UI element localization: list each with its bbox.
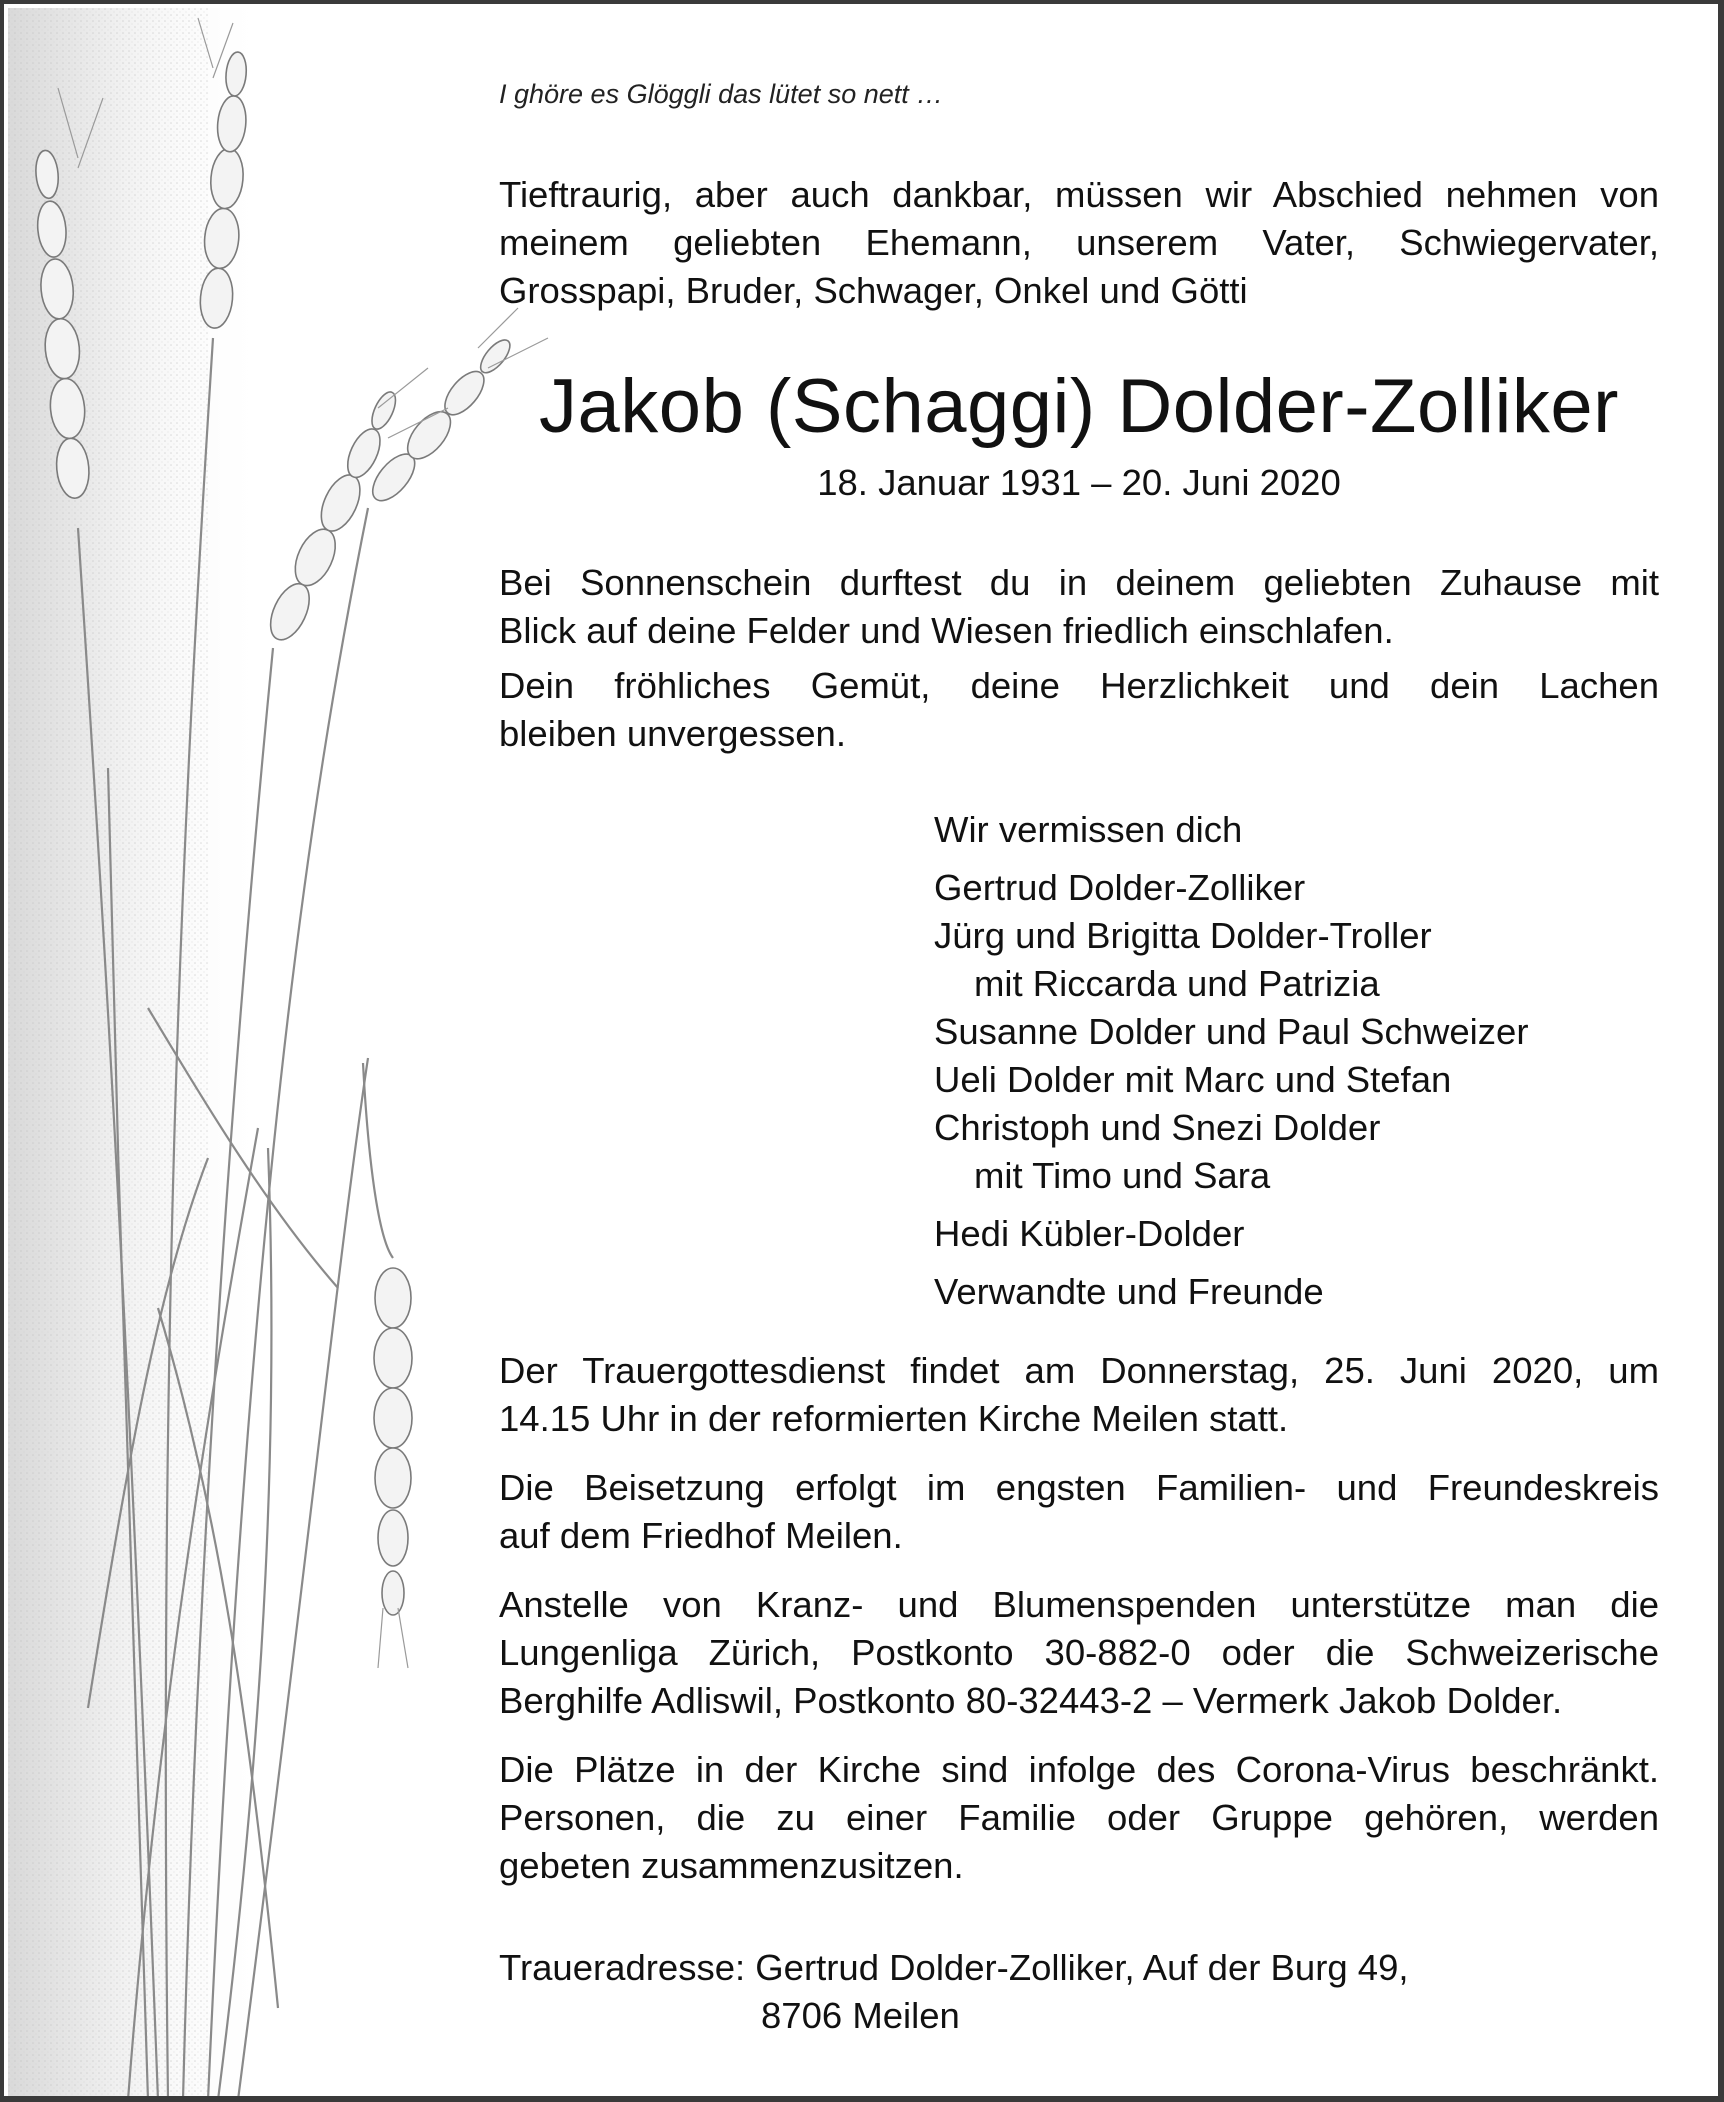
- life-dates: 18. Januar 1931 – 20. Juni 2020: [817, 462, 1341, 503]
- paragraph-line: Bei Sonnenschein durftest du in deinem geliebten Zuhause mit: [499, 562, 1659, 603]
- motto: I ghöre es Glöggli das lütet so nett …: [499, 79, 944, 109]
- intro-line: Grosspapi, Bruder, Schwager, Onkel und Götti: [499, 270, 1248, 311]
- memory-paragraph: [499, 662, 1659, 758]
- mourner: mit Riccarda und Patrizia: [974, 963, 1380, 1004]
- paragraph-line: bleiben unvergessen.: [499, 713, 846, 754]
- burial-paragraph: [499, 1464, 1659, 1560]
- mourners-list: [934, 806, 1529, 1316]
- mourning-address: Traueradresse: Gertrud Dolder-Zolliker, Auf der Burg 49,: [499, 1947, 1409, 1988]
- farewell-paragraph: [499, 559, 1659, 655]
- service-paragraph: [499, 1347, 1659, 1443]
- paragraph-line: gebeten zusammenzusitzen.: [499, 1845, 964, 1886]
- mourner: Christoph und Snezi Dolder: [934, 1107, 1381, 1148]
- paragraph-line: 14.15 Uhr in der reformierten Kirche Meilen statt.: [499, 1398, 1289, 1439]
- deceased-name: Jakob (Schaggi) Dolder-Zolliker: [539, 364, 1619, 449]
- mourner: Verwandte und Freunde: [934, 1271, 1324, 1312]
- wheat-ears-illustration: [8, 8, 568, 2100]
- mourner: Jürg und Brigitta Dolder-Troller: [934, 915, 1432, 956]
- paragraph-line: Dein fröhliches Gemüt, deine Herzlichkeit und dein Lachen: [499, 665, 1659, 706]
- paragraph-line: Anstelle von Kranz- und Blumenspenden unterstütze man die: [499, 1584, 1659, 1625]
- paragraph-line: auf dem Friedhof Meilen.: [499, 1515, 903, 1556]
- mourning-address-city: 8706 Meilen: [761, 1995, 960, 2036]
- mourner: mit Timo und Sara: [974, 1155, 1271, 1196]
- paragraph-line: Die Beisetzung erfolgt im engsten Familien- und Freundeskreis: [499, 1467, 1659, 1508]
- paragraph-line: Lungenliga Zürich, Postkonto 30-882-0 oder die Schweizerische: [499, 1632, 1659, 1673]
- mourner: Hedi Kübler-Dolder: [934, 1213, 1245, 1254]
- paragraph-line: Der Trauergottesdienst findet am Donnerstag, 25. Juni 2020, um: [499, 1350, 1659, 1391]
- mourner: Ueli Dolder mit Marc und Stefan: [934, 1059, 1452, 1100]
- paragraph-line: Blick auf deine Felder und Wiesen friedlich einschlafen.: [499, 610, 1394, 651]
- intro-line: Tieftraurig, aber auch dankbar, müssen wir Abschied nehmen von: [499, 174, 1659, 215]
- mourner: Susanne Dolder und Paul Schweizer: [934, 1011, 1529, 1052]
- intro-line: meinem geliebten Ehemann, unserem Vater, Schwiegervater,: [499, 222, 1659, 263]
- paragraph-line: Berghilfe Adliswil, Postkonto 80-32443-2 – Vermerk Jakob Dolder.: [499, 1680, 1563, 1721]
- paragraph-line: Personen, die zu einer Familie oder Gruppe gehören, werden: [499, 1797, 1659, 1838]
- corona-notice: [499, 1746, 1659, 1890]
- paragraph-line: Die Plätze in der Kirche sind infolge des Corona-Virus beschränkt.: [499, 1749, 1659, 1790]
- donations-paragraph: [499, 1581, 1659, 1725]
- mourner: Gertrud Dolder-Zolliker: [934, 867, 1306, 908]
- intro-paragraph: [499, 171, 1659, 315]
- mourners-heading: Wir vermissen dich: [934, 809, 1243, 850]
